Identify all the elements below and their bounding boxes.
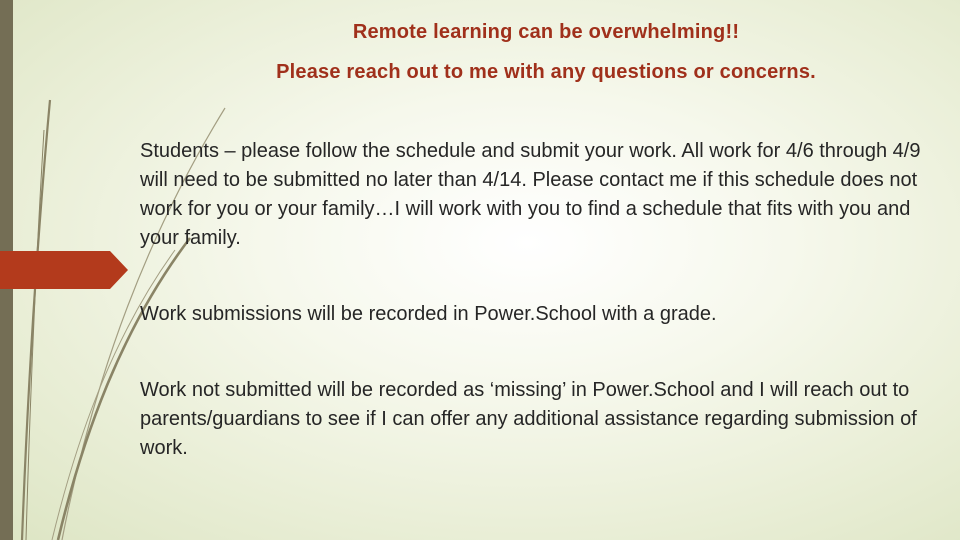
heading-line-2: Please reach out to me with any questions or concerns. [276, 61, 816, 83]
red-accent-tab [0, 251, 128, 289]
swoosh-line-1 [22, 100, 50, 540]
paragraph-missing-work: Work not submitted will be recorded as ‘missing’ in Power.School and I will reach out to parents/guardians to see if I can offer any additional assistance regarding submission of work. [140, 379, 917, 459]
heading-line-1: Remote learning can be overwhelming!! [352, 21, 740, 43]
paragraph-submissions: Work submissions will be recorded in Power.School with a grade. [140, 303, 717, 325]
paragraph-schedule: Students – please follow the schedule and submit your work. All work for 4/6 through 4/9 will need to be submitted no later than 4/14. Please contact me if this schedule does not work for you or your family…I will work with you to find a schedule that fits with you and your family. [140, 140, 921, 249]
